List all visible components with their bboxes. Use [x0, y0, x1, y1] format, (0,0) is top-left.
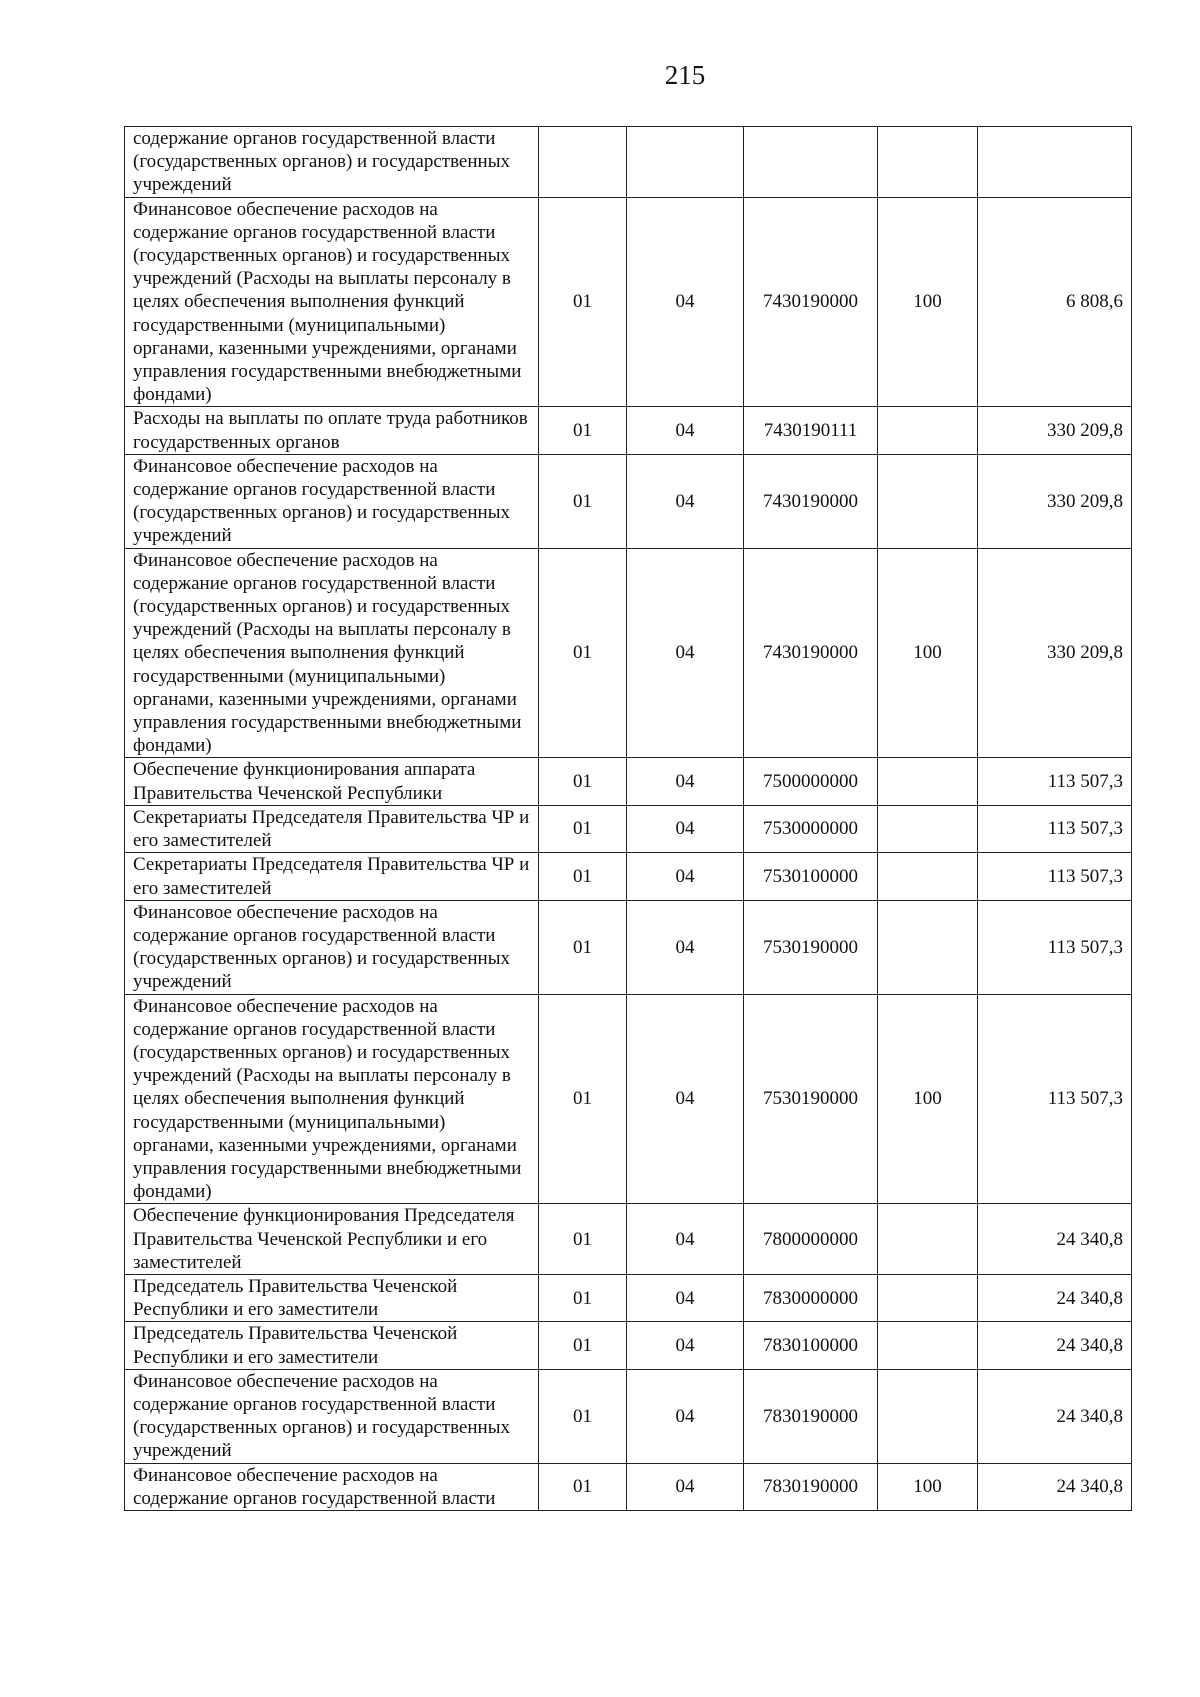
- table-row: [125, 1463, 1132, 1510]
- razdel-cell: 01: [539, 758, 627, 805]
- row-name-cell: Обеспечение функционирования аппарата Правительства Чеченской Республики: [125, 758, 539, 805]
- podrazdel-cell: 04: [627, 805, 744, 852]
- amount-cell: 113 507,3: [978, 805, 1132, 852]
- target-article-cell: 7430190000: [744, 454, 878, 548]
- razdel-cell: 01: [539, 1322, 627, 1369]
- row-name-cell: Финансовое обеспечение расходов на содержание органов государственной власти: [125, 1463, 539, 1510]
- amount-cell: [978, 127, 1132, 198]
- target-article-cell: 7530190000: [744, 900, 878, 994]
- table-row: [125, 1204, 1132, 1275]
- table-row: [125, 1322, 1132, 1369]
- target-article-cell: 7500000000: [744, 758, 878, 805]
- razdel-cell: 01: [539, 454, 627, 548]
- table-row: [125, 994, 1132, 1204]
- table-row: [125, 805, 1132, 852]
- podrazdel-cell: 04: [627, 197, 744, 407]
- expense-type-cell: [878, 127, 978, 198]
- amount-cell: 24 340,8: [978, 1463, 1132, 1510]
- target-article-cell: 7530100000: [744, 853, 878, 900]
- target-article-cell: [744, 127, 878, 198]
- expense-type-cell: [878, 900, 978, 994]
- target-article-cell: 7530190000: [744, 994, 878, 1204]
- amount-cell: 24 340,8: [978, 1274, 1132, 1321]
- budget-table: [124, 126, 1132, 1511]
- podrazdel-cell: 04: [627, 994, 744, 1204]
- razdel-cell: 01: [539, 994, 627, 1204]
- podrazdel-cell: 04: [627, 548, 744, 758]
- podrazdel-cell: 04: [627, 1274, 744, 1321]
- razdel-cell: 01: [539, 1463, 627, 1510]
- podrazdel-cell: 04: [627, 900, 744, 994]
- podrazdel-cell: 04: [627, 1322, 744, 1369]
- amount-cell: 6 808,6: [978, 197, 1132, 407]
- row-name-cell: Финансовое обеспечение расходов на содержание органов государственной власти (государственных органов) и государственных учреждений: [125, 900, 539, 994]
- table-row: [125, 1274, 1132, 1321]
- podrazdel-cell: 04: [627, 454, 744, 548]
- amount-cell: 330 209,8: [978, 548, 1132, 758]
- razdel-cell: 01: [539, 1274, 627, 1321]
- razdel-cell: 01: [539, 407, 627, 454]
- row-name-cell: Финансовое обеспечение расходов на содержание органов государственной власти (государственных органов) и государственных учреждений: [125, 454, 539, 548]
- expense-type-cell: [878, 454, 978, 548]
- row-name-cell: Финансовое обеспечение расходов на содержание органов государственной власти (государственных органов) и государственных учреждений: [125, 1369, 539, 1463]
- target-article-cell: 7530000000: [744, 805, 878, 852]
- row-name-cell: Председатель Правительства Чеченской Республики и его заместители: [125, 1322, 539, 1369]
- podrazdel-cell: 04: [627, 1204, 744, 1275]
- table-row: [125, 197, 1132, 407]
- razdel-cell: 01: [539, 900, 627, 994]
- podrazdel-cell: 04: [627, 758, 744, 805]
- podrazdel-cell: 04: [627, 407, 744, 454]
- target-article-cell: 7800000000: [744, 1204, 878, 1275]
- row-name-cell: Председатель Правительства Чеченской Республики и его заместители: [125, 1274, 539, 1321]
- target-article-cell: 7830000000: [744, 1274, 878, 1321]
- razdel-cell: 01: [539, 1204, 627, 1275]
- expense-type-cell: [878, 805, 978, 852]
- target-article-cell: 7830190000: [744, 1463, 878, 1510]
- expense-type-cell: [878, 1274, 978, 1321]
- expense-type-cell: [878, 407, 978, 454]
- podrazdel-cell: 04: [627, 853, 744, 900]
- expense-type-cell: [878, 1369, 978, 1463]
- table-row: [125, 548, 1132, 758]
- expense-type-cell: [878, 1322, 978, 1369]
- table-row: [125, 407, 1132, 454]
- row-name-cell: Финансовое обеспечение расходов на содержание органов государственной власти (государственных органов) и государственных учреждений (Расходы на выплаты персоналу в целях обеспечения выполнения функций государственными (муниципальными) органами, казенными учреждениями, органами управления государственными внебюджетными фондами): [125, 994, 539, 1204]
- row-name-cell: содержание органов государственной власти (государственных органов) и государственных учреждений: [125, 127, 539, 198]
- amount-cell: 113 507,3: [978, 900, 1132, 994]
- table-row: [125, 758, 1132, 805]
- expense-type-cell: [878, 853, 978, 900]
- amount-cell: 24 340,8: [978, 1322, 1132, 1369]
- row-name-cell: Финансовое обеспечение расходов на содержание органов государственной власти (государственных органов) и государственных учреждений (Расходы на выплаты персоналу в целях обеспечения выполнения функций государственными (муниципальными) органами, казенными учреждениями, органами управления государственными внебюджетными фондами): [125, 197, 539, 407]
- razdel-cell: 01: [539, 805, 627, 852]
- amount-cell: 330 209,8: [978, 407, 1132, 454]
- row-name-cell: Секретариаты Председателя Правительства ЧР и его заместителей: [125, 805, 539, 852]
- expense-type-cell: [878, 1204, 978, 1275]
- target-article-cell: 7830190000: [744, 1369, 878, 1463]
- podrazdel-cell: [627, 127, 744, 198]
- razdel-cell: 01: [539, 853, 627, 900]
- table-row: [125, 127, 1132, 198]
- expense-type-cell: 100: [878, 994, 978, 1204]
- expense-type-cell: 100: [878, 1463, 978, 1510]
- podrazdel-cell: 04: [627, 1463, 744, 1510]
- razdel-cell: [539, 127, 627, 198]
- target-article-cell: 7830100000: [744, 1322, 878, 1369]
- budget-table-body: [125, 127, 1132, 1511]
- razdel-cell: 01: [539, 197, 627, 407]
- row-name-cell: Финансовое обеспечение расходов на содержание органов государственной власти (государственных органов) и государственных учреждений (Расходы на выплаты персоналу в целях обеспечения выполнения функций государственными (муниципальными) органами, казенными учреждениями, органами управления государственными внебюджетными фондами): [125, 548, 539, 758]
- amount-cell: 113 507,3: [978, 758, 1132, 805]
- target-article-cell: 7430190111: [744, 407, 878, 454]
- podrazdel-cell: 04: [627, 1369, 744, 1463]
- row-name-cell: Обеспечение функционирования Председателя Правительства Чеченской Республики и его заместителей: [125, 1204, 539, 1275]
- razdel-cell: 01: [539, 1369, 627, 1463]
- expense-type-cell: 100: [878, 197, 978, 407]
- amount-cell: 24 340,8: [978, 1204, 1132, 1275]
- table-row: [125, 1369, 1132, 1463]
- expense-type-cell: 100: [878, 548, 978, 758]
- table-row: [125, 853, 1132, 900]
- row-name-cell: Секретариаты Председателя Правительства ЧР и его заместителей: [125, 853, 539, 900]
- row-name-cell: Расходы на выплаты по оплате труда работников государственных органов: [125, 407, 539, 454]
- table-row: [125, 454, 1132, 548]
- amount-cell: 24 340,8: [978, 1369, 1132, 1463]
- amount-cell: 113 507,3: [978, 853, 1132, 900]
- table-row: [125, 900, 1132, 994]
- page-number: 215: [664, 60, 706, 90]
- expense-type-cell: [878, 758, 978, 805]
- target-article-cell: 7430190000: [744, 197, 878, 407]
- amount-cell: 330 209,8: [978, 454, 1132, 548]
- amount-cell: 113 507,3: [978, 994, 1132, 1204]
- target-article-cell: 7430190000: [744, 548, 878, 758]
- razdel-cell: 01: [539, 548, 627, 758]
